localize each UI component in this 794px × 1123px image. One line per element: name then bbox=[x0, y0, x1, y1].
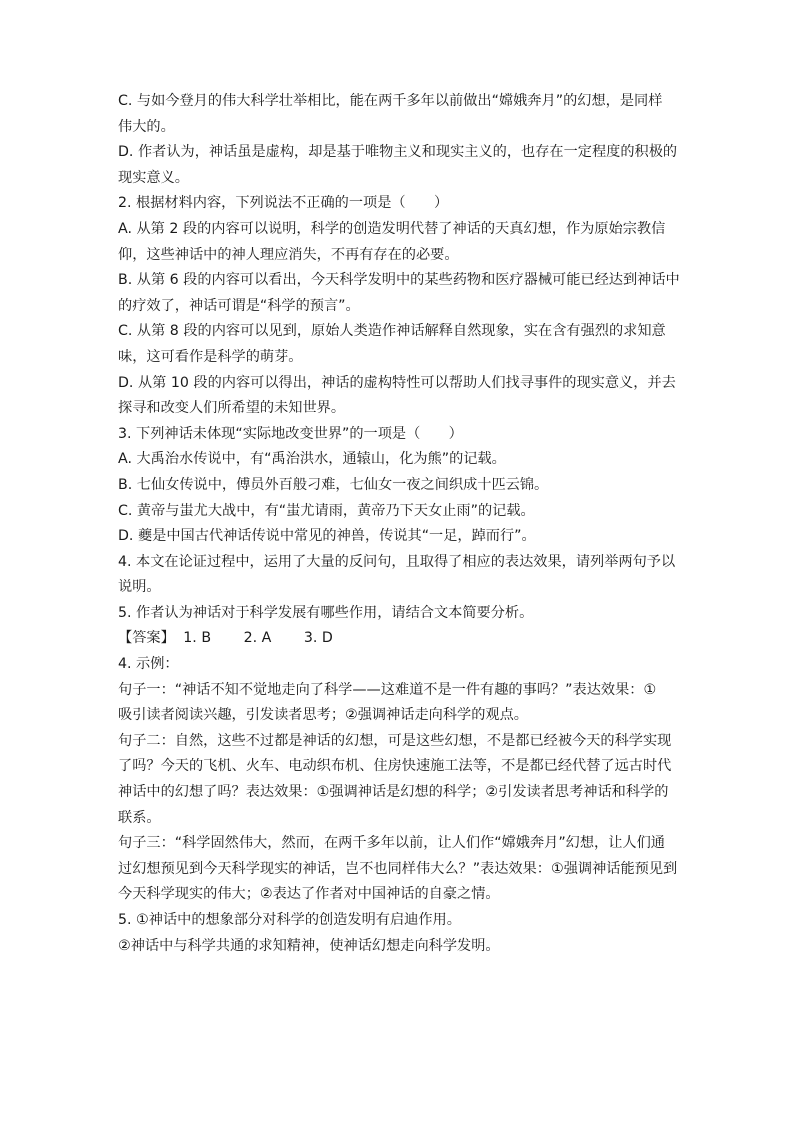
answer-item: 1. B bbox=[183, 630, 212, 647]
q2-option-b-line-2: 的疗效了，神话可谓是“科学的预言”。 bbox=[118, 297, 360, 314]
explanation-line: 句子一：“神话不知不觉地走向了科学——这难道不是一件有趣的事吗？”表达效果：① bbox=[118, 681, 657, 698]
explanation-line: 吸引读者阅读兴趣，引发读者思考；②强调神话走向科学的观点。 bbox=[118, 707, 528, 724]
q3-option-a: A. 大禹治水传说中，有“禹治洪水，通辕山，化为熊”的记载。 bbox=[118, 451, 506, 468]
option-d-line-2: 现实意义。 bbox=[118, 169, 189, 186]
q2-option-d-line-1: D. 从第 10 段的内容可以得出，神话的虚构特性可以帮助人们找寻事件的现实意义，并去 bbox=[118, 374, 676, 391]
q3-option-b: B. 七仙女传说中，傅员外百般刁难，七仙女一夜之间织成十匹云锦。 bbox=[118, 476, 549, 493]
document-page bbox=[118, 89, 678, 959]
answer-tag: 【答案】 bbox=[118, 630, 175, 647]
explanation-line: 句子二：自然，这些不过都是神话的幻想，可是这些幻想，不是都已经被今天的科学实现 bbox=[118, 732, 672, 749]
answer-item: 3. D bbox=[303, 630, 333, 647]
explanation-line: 了吗？今天的飞机、火车、电动织布机、住房快速施工法等，不是都已经代替了远古时代 bbox=[118, 758, 672, 775]
q3-option-d: D. 夔是中国古代神话传说中常见的神兽，传说其“一足，踔而行”。 bbox=[118, 528, 536, 545]
explanation-line: 今天科学现实的伟大；②表达了作者对中国神话的自豪之情。 bbox=[118, 886, 500, 903]
explanation-line: 句子三：“科学固然伟大，然而，在两千多年以前，让人们作“嫦娥奔月”幻想，让人们通 bbox=[118, 835, 665, 852]
q2-option-c-line-1: C. 从第 8 段的内容可以见到，原始人类造作神话解释自然现象，实在含有强烈的求知意 bbox=[118, 323, 666, 340]
q2-option-c-line-2: 味，这可看作是科学的萌芽。 bbox=[118, 348, 303, 365]
explanation-line: 4. 示例： bbox=[118, 656, 179, 673]
explanation-line: ②神话中与科学共通的求知精神，使神话幻想走向科学发明。 bbox=[118, 937, 500, 954]
question-2: 2. 根据材料内容，下列说法不正确的一项是（ ） bbox=[118, 195, 449, 212]
q2-option-a-line-1: A. 从第 2 段的内容可以说明，科学的创造发明代替了神话的天真幻想，作为原始宗教信 bbox=[118, 220, 666, 237]
q3-option-c: C. 黄帝与蚩尤大战中，有“蚩尤请雨，黄帝乃下天女止雨”的记载。 bbox=[118, 502, 535, 519]
question-3: 3. 下列神话未体现“实际地改变世界”的一项是（ ） bbox=[118, 425, 463, 442]
q2-option-a-line-2: 仰，这些神话中的神人理应消失，不再有存在的必要。 bbox=[118, 246, 459, 263]
explanation-line: 过幻想预见到今天科学现实的神话，岂不也同样伟大么？”表达效果：①强调神话能预见到 bbox=[118, 860, 678, 877]
question-4-line-1: 4. 本文在论证过程中，运用了大量的反问句，且取得了相应的表达效果，请列举两句予以 bbox=[118, 553, 676, 570]
option-d-line-1: D. 作者认为，神话虽是虚构，却是基于唯物主义和现实主义的，也存在一定程度的积极的 bbox=[118, 144, 678, 161]
q2-option-b-line-1: B. 从第 6 段的内容可以看出，今天科学发明中的某些药物和医疗器械可能已经达到神话中 bbox=[118, 272, 680, 289]
question-4-line-2: 说明。 bbox=[118, 579, 161, 596]
option-c-line-1: C. 与如今登月的伟大科学壮举相比，能在两千多年以前做出“嫦娥奔月”的幻想，是同样 bbox=[118, 93, 663, 109]
explanation-line: 联系。 bbox=[118, 809, 161, 826]
answer-item: 2. A bbox=[243, 630, 272, 647]
explanation-line: 5. ①神话中的想象部分对科学的创造发明有启迪作用。 bbox=[118, 912, 461, 928]
answer-key bbox=[118, 626, 678, 652]
option-c-line-2: 伟大的。 bbox=[118, 118, 175, 135]
q2-option-d-line-2: 探寻和改变人们所希望的未知世界。 bbox=[118, 400, 346, 417]
question-5: 5. 作者认为神话对于科学发展有哪些作用，请结合文本简要分析。 bbox=[118, 604, 534, 621]
explanation-line: 神话中的幻想了吗？表达效果：①强调神话是幻想的科学；②引发读者思考神话和科学的 bbox=[118, 784, 669, 801]
